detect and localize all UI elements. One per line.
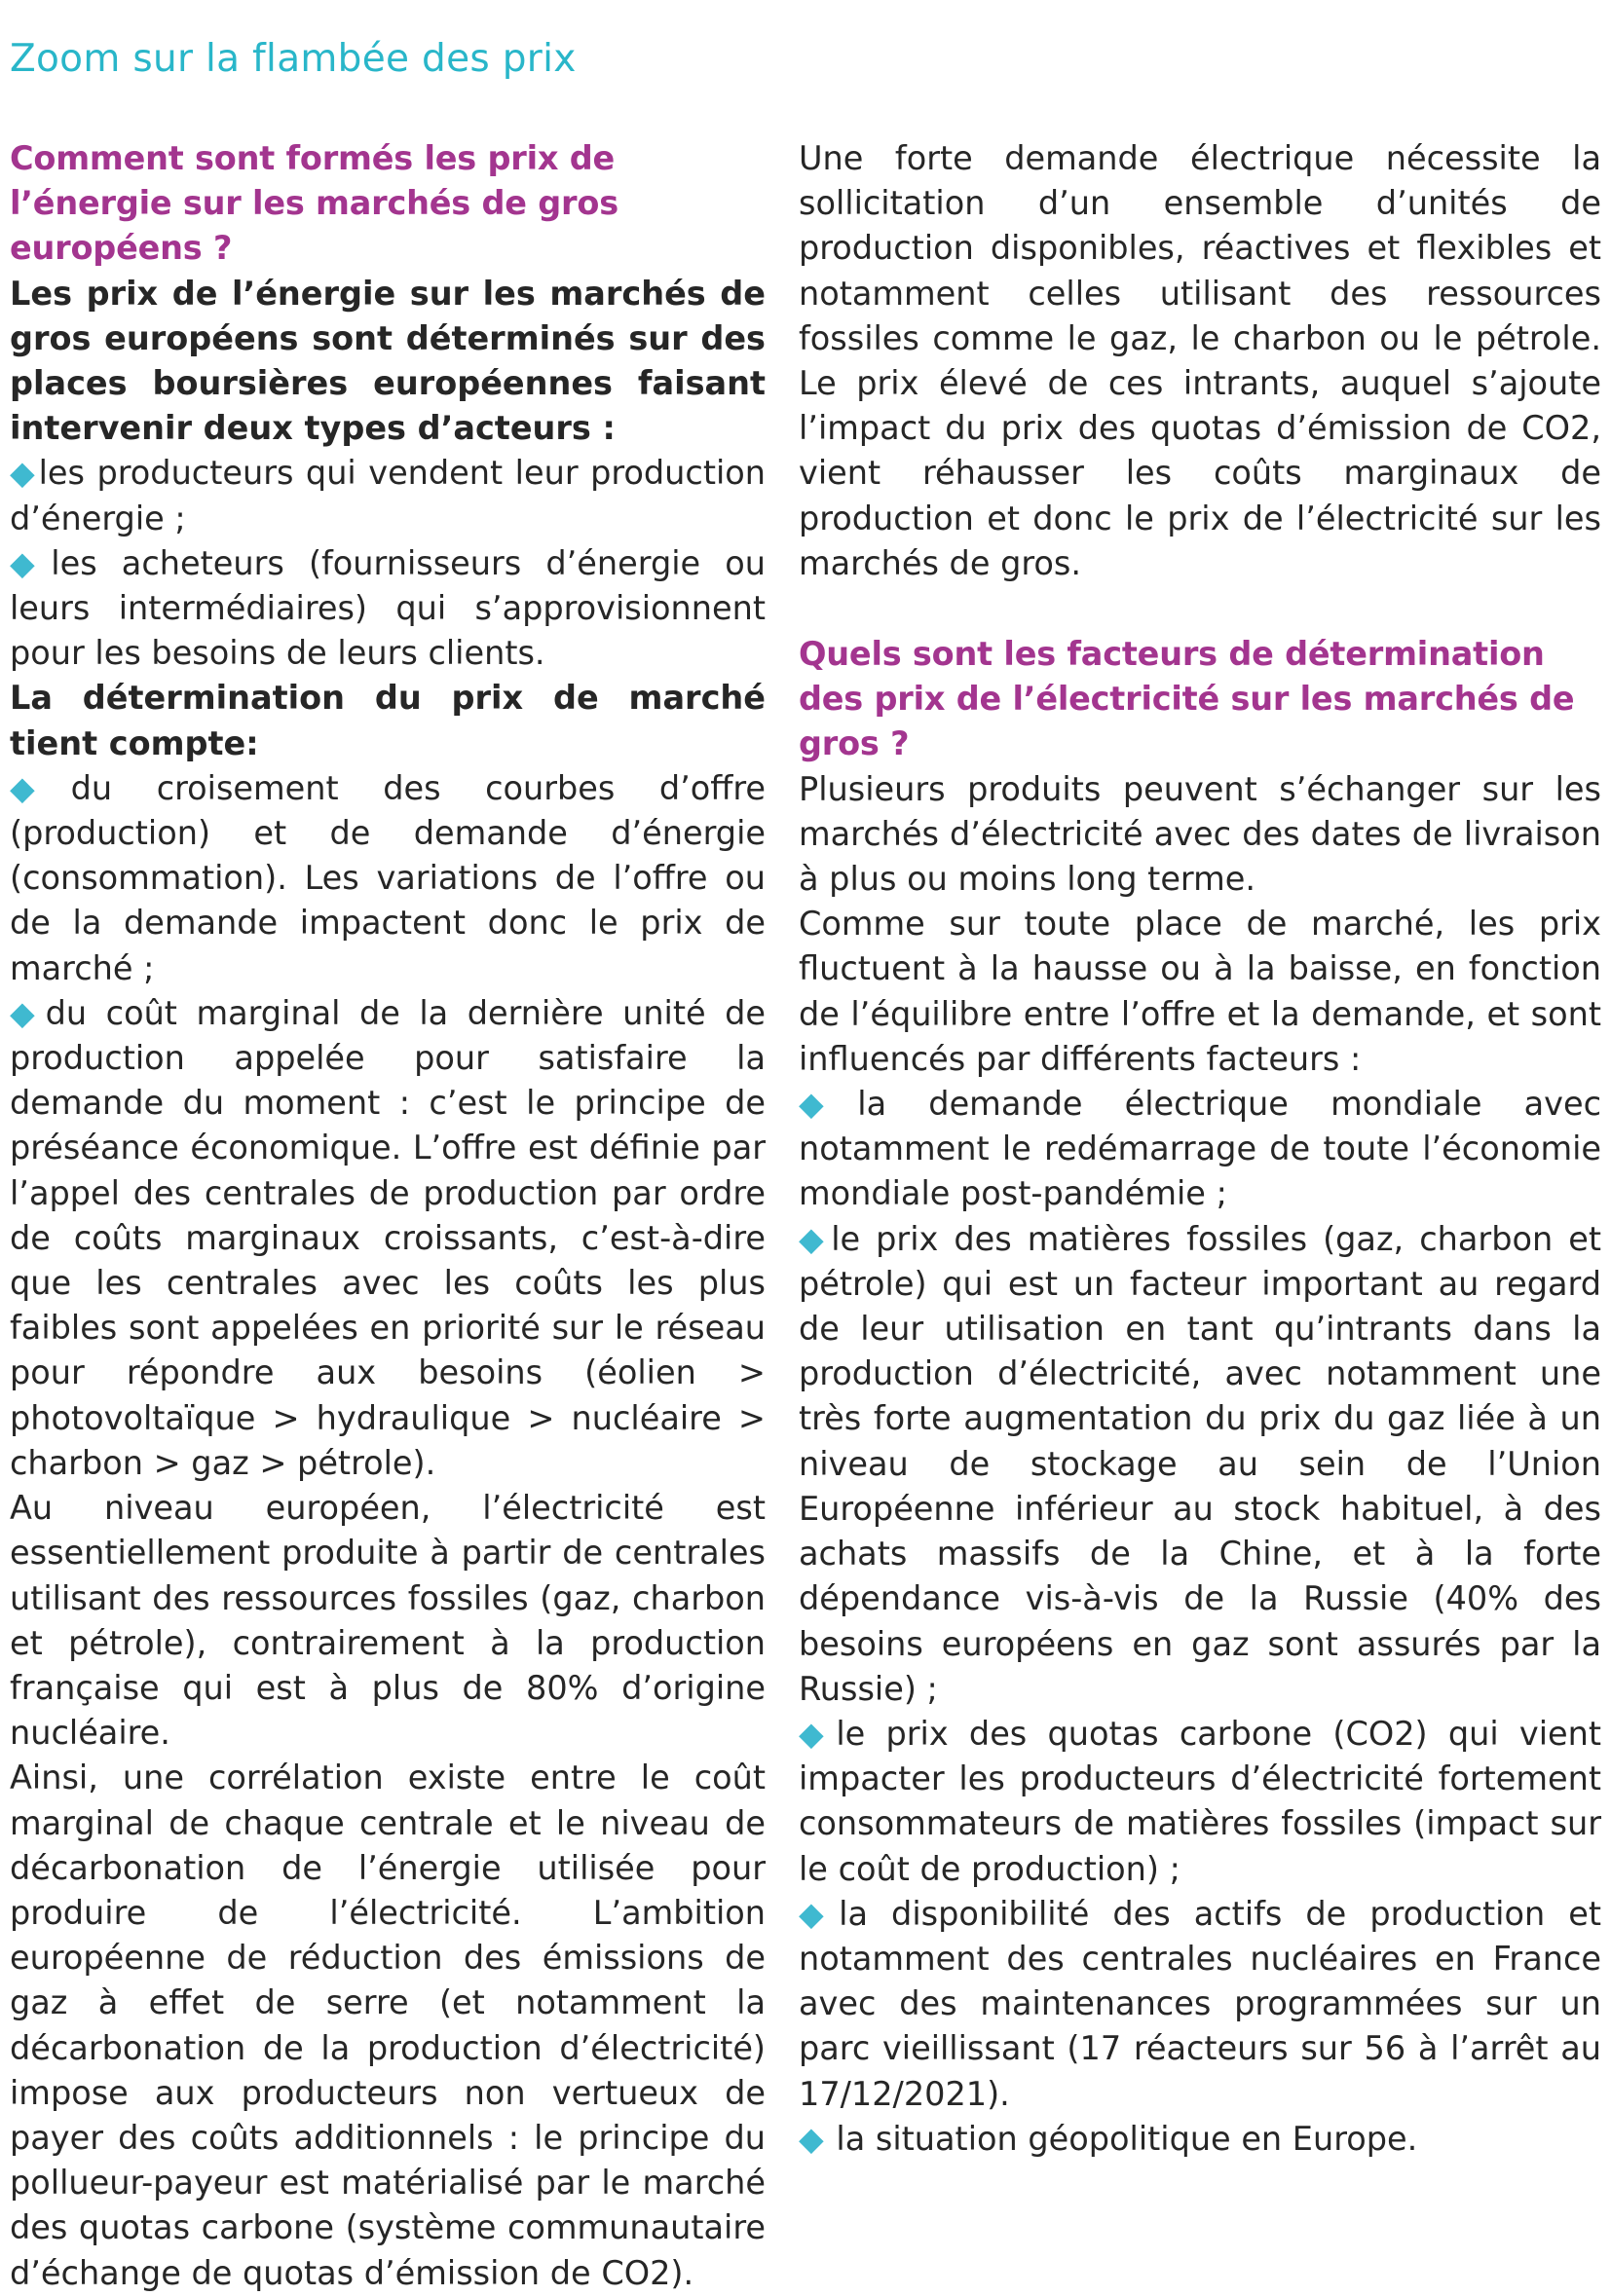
factor-item-supply-demand: ◆ du croisement des courbes d’offre (production) et de demande d’énergie (consommation). Les variations de l’offre ou de la demande impactent donc le prix de marché ; [10,766,766,991]
demand-paragraph: Une forte demande électrique nécessite la sollicitation d’un ensemble d’unités de production disponibles, réactives et flexibles et notamment celles utilisant des ressources fossiles comme le gaz, le charbon ou le pétrole. Le prix élevé de ces intrants, auquel s’ajoute l’impact du prix des quotas d’émission de CO2, vient réhausser les coûts marginaux de production et donc le prix de l’électricité sur les marchés de gros. [799,139,1601,582]
intro-paragraph: Les prix de l’énergie sur les marchés de gros européens sont déterminés sur des places boursières européennes faisant intervenir deux types d’acteurs : [10,274,766,448]
right-column [799,136,1601,2162]
factor-item-geopolitics: ◆ la situation géopolitique en Europe. [799,2117,1601,2162]
determination-paragraph: La détermination du prix de marché tient compte: [10,679,766,762]
left-section-heading: Comment sont formés les prix de l’énergie sur les marchés de gros européens ? [10,139,618,268]
factor-item-global-demand: ◆ la demande électrique mondiale avec notamment le redémarrage de toute l’économie mondiale post-pandémie ; [799,1082,1601,1217]
factor-item-asset-availability: ◆ la disponibilité des actifs de production et notamment des centrales nucléaires en France avec des maintenances programmées sur un parc vieillissant (17 réacteurs sur 56 à l’arrêt au 17/12/2021). [799,1892,1601,2117]
actor-item-producers: ◆ les producteurs qui vendent leur production d’énergie ; [10,451,766,540]
factor-item-fossil-prices: ◆ le prix des matières fossiles (gaz, charbon et pétrole) qui est un facteur important au regard de leur utilisation en tant qu’intrants dans la production d’électricité, avec notamment une très forte augmentation du prix du gaz liée à un niveau de stockage au sein de l’Union Européenne inférieur au stock habituel, à des achats massifs de la Chine, et à la forte dépendance vis-à-vis de la Russie (40% des besoins européens en gaz sont assurés par la Russie) ; [799,1217,1601,1712]
factor-item-carbon-quotas: ◆ le prix des quotas carbone (CO2) qui vient impacter les producteurs d’électricité fortement consommateurs de matières fossiles (impact sur le coût de production) ; [799,1712,1601,1892]
market-paragraph: Comme sur toute place de marché, les prix fluctuent à la hausse ou à la baisse, en fonction de l’équilibre entre l’offre et la demande, et sont influencés par différents facteurs : [799,905,1601,1078]
products-paragraph: Plusieurs produits peuvent s’échanger sur les marchés d’électricité avec des dates de livraison à plus ou moins long terme. [799,769,1601,899]
left-column [10,136,766,2296]
factor-item-marginal-cost: ◆ du coût marginal de la dernière unité de production appelée pour satisfaire la demande du moment : c’est le principe de préséance économique. L’offre est définie par l’appel des centrales de production par ordre de coûts marginaux croissants, c’est-à-dire que les centrales avec les coûts les plus faibles sont appelées en priorité sur le réseau pour répondre aux besoins (éolien > photovoltaïque > hydraulique > nucléaire > charbon > gaz > pétrole). [10,991,766,1486]
actor-item-buyers: ◆ les acheteurs (fournisseurs d’énergie ou leurs intermédiaires) qui s’approvisionnent pour les besoins de leurs clients. [10,541,766,677]
correlation-paragraph: Ainsi, une corrélation existe entre le coût marginal de chaque centrale et le niveau de décarbonation de l’énergie utilisée pour produire de l’électricité. L’ambition européenne de réduction des émissions de gaz à effet de serre (et notamment la décarbonation de la production d’électricité) impose aux producteurs non vertueux de payer des coûts additionnels : le principe du pollueur-payeur est matérialisé par le marché des quotas carbone (système communautaire d’échange de quotas d’émission de CO2). [10,1759,766,2292]
page-title: Zoom sur la flambée des prix [10,37,577,81]
right-section-heading: Quels sont les facteurs de détermination des prix de l’électricité sur les marchés de gros ? [799,635,1575,763]
europe-paragraph: Au niveau européen, l’électricité est essentiellement produite à partir de centrales utilisant des ressources fossiles (gaz, charbon et pétrole), contrairement à la production française qui est à plus de 80% d’origine nucléaire. [10,1489,766,1753]
